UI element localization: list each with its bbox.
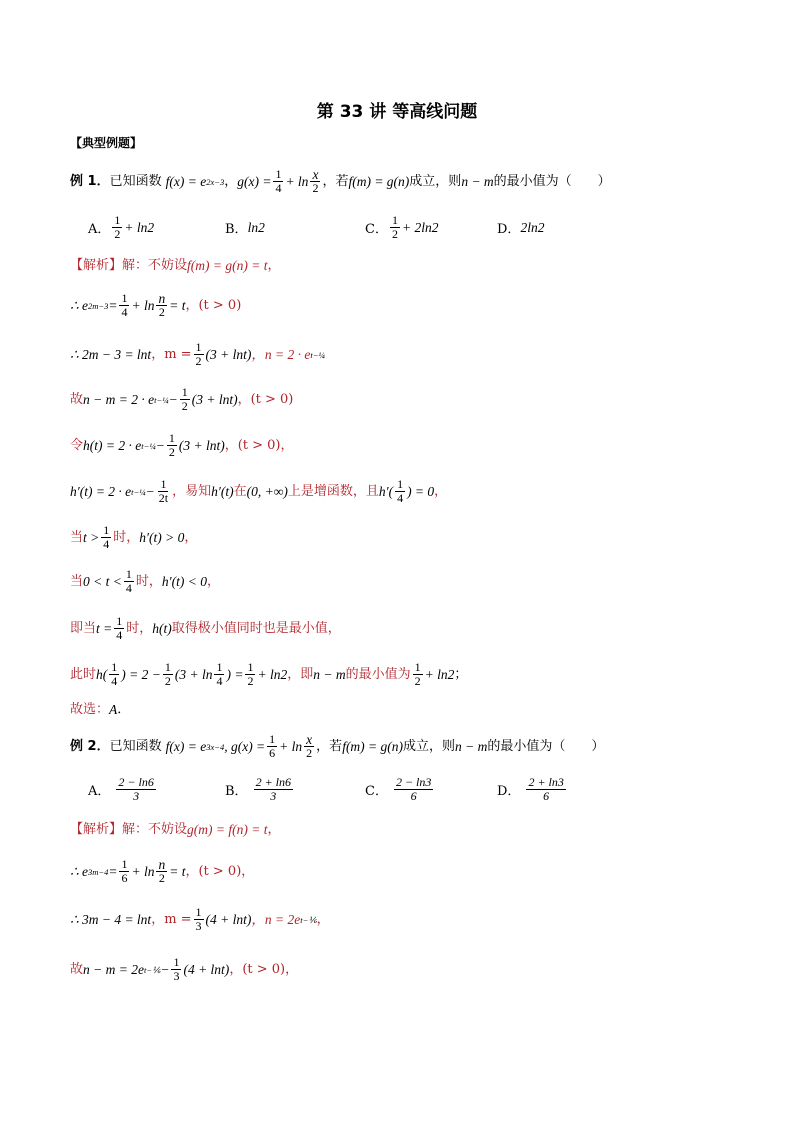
solution-tag: 【解析】 bbox=[70, 258, 123, 273]
ex1-g: g(x) = bbox=[237, 173, 272, 189]
ex2-text2: ，若 bbox=[316, 738, 343, 754]
exponent: t−¼ bbox=[310, 349, 325, 360]
exponent: t−¼ bbox=[141, 440, 156, 451]
ex1-sol-line9 bbox=[70, 615, 734, 642]
math: + ln2 bbox=[424, 666, 455, 682]
text: 解：不妨设 bbox=[122, 258, 188, 273]
frac: $\frac{1}{4}$ bbox=[103, 523, 110, 551]
ex2-choice-d[interactable] bbox=[497, 776, 568, 803]
math: (3 + lnt) bbox=[191, 391, 238, 407]
text: 取得极小值同时也是最小值， bbox=[171, 620, 341, 636]
ex1-sol-line11 bbox=[70, 700, 734, 720]
math: ∴ e bbox=[70, 863, 88, 879]
frac: $\frac{1}{6}$ bbox=[121, 857, 128, 885]
exponent: 2m−3 bbox=[87, 300, 109, 311]
math: ∴ 2m − 3 = lnt bbox=[70, 346, 152, 362]
text: ，m = bbox=[151, 346, 192, 362]
math: h′( bbox=[378, 483, 394, 499]
math: = t bbox=[169, 863, 186, 879]
math: ，n = 2 · e bbox=[251, 346, 311, 362]
text: ，易知 bbox=[172, 483, 212, 499]
ex1-choice-d[interactable] bbox=[497, 218, 544, 237]
math: ) = bbox=[226, 666, 244, 682]
ex1-sol-line2 bbox=[70, 292, 734, 319]
choice-rest: + ln2 bbox=[124, 219, 155, 235]
exponent: t−¼ bbox=[154, 394, 169, 405]
ex1-choice-a[interactable] bbox=[88, 214, 154, 241]
frac: $\frac{1}{2t}$ bbox=[158, 477, 169, 505]
math: = bbox=[108, 297, 118, 313]
ex2-choice-a[interactable] bbox=[88, 776, 158, 803]
text: 此时 bbox=[70, 666, 97, 682]
ex2-f: f(x) = e bbox=[165, 738, 207, 754]
math: (4 + lnt) bbox=[183, 961, 230, 977]
text: 令 bbox=[70, 437, 84, 453]
text: 解：不妨设 bbox=[122, 822, 188, 837]
ex1-choice-c[interactable] bbox=[365, 214, 438, 241]
math: (3 + ln bbox=[174, 666, 213, 682]
exponent: 3m−4 bbox=[87, 866, 109, 877]
ex1-sol-line10 bbox=[70, 661, 734, 688]
exponent: t−⅙ bbox=[300, 914, 317, 925]
math: f(m) = g(n) = t bbox=[187, 258, 268, 273]
ex2-nm: n − m bbox=[455, 738, 488, 754]
choice-frac: $\frac{1}{2}$ bbox=[391, 213, 398, 241]
frac: $\frac{1}{2}$ bbox=[414, 660, 421, 688]
math: ，n = 2e bbox=[251, 911, 301, 927]
text: ， bbox=[267, 822, 281, 837]
text: 即当 bbox=[70, 620, 97, 636]
math: h( bbox=[96, 666, 108, 682]
ex1-text4: 的最小值为（ ） bbox=[493, 173, 611, 189]
frac: $\frac{1}{2}$ bbox=[181, 385, 188, 413]
solution-tag: 【解析】 bbox=[70, 822, 123, 837]
frac: $\frac{1}{4}$ bbox=[216, 660, 223, 688]
math: + ln bbox=[131, 863, 155, 879]
ex1-nm: n − m bbox=[461, 173, 494, 189]
ex1-g-frac2: $\frac{x}{2}$ bbox=[312, 167, 319, 195]
ex1-sol-line5 bbox=[70, 432, 734, 459]
frac: $\frac{1}{4}$ bbox=[125, 567, 132, 595]
ex2-text4: 的最小值为（ ） bbox=[487, 738, 605, 754]
math: = t bbox=[169, 297, 186, 313]
math: (0, +∞) bbox=[246, 483, 288, 499]
math: h′(t) > 0 bbox=[139, 529, 185, 545]
ex1-sol-line3 bbox=[70, 341, 734, 368]
ex1-choice-b[interactable] bbox=[225, 218, 265, 237]
text: 当 bbox=[70, 573, 84, 589]
ex2-cond: f(m) = g(n) bbox=[342, 738, 404, 754]
text: 当 bbox=[70, 529, 84, 545]
ex2-f-sep: , g(x) = bbox=[224, 738, 266, 754]
text: 在 bbox=[233, 483, 247, 499]
choice-frac: $\frac{1}{2}$ bbox=[114, 213, 121, 241]
choice-frac: $\frac{2 - \ln 6}{3}$ bbox=[118, 775, 154, 803]
ex2-choice-c[interactable] bbox=[365, 776, 435, 803]
frac: $\frac{1}{4}$ bbox=[121, 291, 128, 319]
ex2-choice-b[interactable] bbox=[225, 776, 295, 803]
math: n − m = 2 · e bbox=[83, 391, 155, 407]
text: 时， bbox=[135, 573, 162, 589]
text: 的最小值为 bbox=[345, 666, 411, 682]
ex2-question bbox=[70, 733, 734, 760]
ex2-g-frac1: $\frac{1}{6}$ bbox=[269, 732, 276, 760]
frac: $\frac{1}{4}$ bbox=[111, 660, 118, 688]
text: ， bbox=[206, 573, 220, 589]
exponent: t−¼ bbox=[131, 486, 146, 497]
ex1-sol-line8 bbox=[70, 568, 734, 595]
math: − bbox=[155, 437, 165, 453]
frac: $\frac{1}{4}$ bbox=[116, 614, 123, 642]
ex2-label: 例 2． bbox=[70, 738, 110, 754]
math: h′(t) bbox=[211, 483, 234, 499]
math: + ln2 bbox=[257, 666, 288, 682]
text: ，(t > 0)， bbox=[185, 863, 255, 879]
math: h(t) bbox=[152, 620, 172, 636]
math: t = bbox=[96, 620, 113, 636]
math: ∴ e bbox=[70, 297, 88, 313]
math: − bbox=[160, 961, 170, 977]
math: (3 + lnt) bbox=[205, 346, 252, 362]
section-label: 【典型例题】 bbox=[70, 136, 143, 150]
answer: A bbox=[109, 702, 118, 717]
frac: $\frac{1}{2}$ bbox=[168, 431, 175, 459]
text: 故 bbox=[70, 391, 84, 407]
text: ，(t > 0)， bbox=[224, 437, 294, 453]
choice-label: B． bbox=[225, 784, 248, 799]
text: ， bbox=[316, 911, 330, 927]
ex1-cond: f(m) = g(n) bbox=[348, 173, 410, 189]
ex1-sep1: ， bbox=[224, 173, 238, 189]
ex2-f-exp: 3x−4 bbox=[206, 741, 225, 752]
math: + ln bbox=[131, 297, 155, 313]
math: h(t) = 2 · e bbox=[83, 437, 142, 453]
text: ， bbox=[184, 529, 198, 545]
ex1-plus-ln: + ln bbox=[285, 173, 309, 189]
choice-frac: $\frac{2 - \ln 3}{6}$ bbox=[395, 775, 432, 803]
section-heading bbox=[70, 133, 734, 153]
text: ，m = bbox=[151, 911, 192, 927]
text: ，即 bbox=[287, 666, 314, 682]
choice-label: A． bbox=[88, 784, 111, 799]
text: ， bbox=[434, 483, 448, 499]
frac: $\frac{1}{4}$ bbox=[397, 477, 404, 505]
math: = bbox=[108, 863, 118, 879]
math: h′(t) = 2 · e bbox=[70, 483, 132, 499]
frac: $\frac{1}{3}$ bbox=[173, 955, 180, 983]
ex1-sol-line1 bbox=[70, 256, 734, 276]
choice-label: C． bbox=[365, 222, 388, 237]
choice-rest: 2ln2 bbox=[520, 219, 545, 235]
text: 时， bbox=[126, 620, 153, 636]
ex1-text1: 已知函数 bbox=[109, 173, 162, 189]
ex1-sol-line4 bbox=[70, 386, 734, 413]
ex1-text3: 成立，则 bbox=[409, 173, 462, 189]
choice-rest: + 2ln2 bbox=[401, 219, 439, 235]
text: ； bbox=[454, 666, 468, 682]
ex2-sol-line3 bbox=[70, 906, 734, 933]
ex1-f-exp: 2x−3 bbox=[206, 176, 225, 187]
ex1-label: 例 1． bbox=[70, 173, 110, 189]
math: (3 + lnt) bbox=[178, 437, 225, 453]
choice-label: B． bbox=[225, 222, 248, 237]
ex1-g-frac1: $\frac{1}{4}$ bbox=[275, 167, 282, 195]
frac: $\frac{1}{2}$ bbox=[164, 660, 171, 688]
ex2-sol-line2 bbox=[70, 858, 734, 885]
exponent: t−⅙ bbox=[143, 964, 161, 975]
math: 0 < t < bbox=[83, 573, 122, 589]
text: 时， bbox=[113, 529, 140, 545]
math: − bbox=[145, 483, 155, 499]
math: − bbox=[168, 391, 178, 407]
choice-label: C． bbox=[365, 784, 388, 799]
ex1-f: f(x) = e bbox=[165, 173, 207, 189]
ex2-sol-line4 bbox=[70, 956, 734, 983]
ex2-plus-ln: + ln bbox=[279, 738, 303, 754]
math: ) = 0 bbox=[407, 483, 435, 499]
frac: $\frac{1}{2}$ bbox=[195, 340, 202, 368]
math: h′(t) < 0 bbox=[161, 573, 207, 589]
frac: $\frac{n}{2}$ bbox=[158, 291, 166, 319]
choice-label: D． bbox=[497, 784, 521, 799]
math: t > bbox=[83, 529, 100, 545]
text: 故选： bbox=[70, 702, 110, 717]
ex2-sol-line1 bbox=[70, 820, 734, 840]
text: ，(t > 0) bbox=[185, 297, 242, 313]
ex1-text2: ，若 bbox=[322, 173, 349, 189]
choice-rest: ln2 bbox=[247, 219, 265, 235]
page-title: 第 33 讲 等高线问题 bbox=[316, 102, 478, 122]
math: g(m) = f(n) = t bbox=[187, 822, 268, 837]
choice-label: A． bbox=[88, 222, 111, 237]
frac: $\frac{1}{2}$ bbox=[247, 660, 254, 688]
text: 故 bbox=[70, 961, 84, 977]
ex1-sol-line7 bbox=[70, 524, 734, 551]
choice-frac: $\frac{2 + \ln 6}{3}$ bbox=[255, 775, 291, 803]
math: n − m = 2e bbox=[83, 961, 144, 977]
text: ，(t > 0)， bbox=[229, 961, 299, 977]
ex2-g-frac2: $\frac{x}{2}$ bbox=[306, 732, 313, 760]
ex2-text3: 成立，则 bbox=[403, 738, 456, 754]
frac: $\frac{n}{2}$ bbox=[158, 857, 166, 885]
ex1-question bbox=[70, 168, 734, 195]
math: ∴ 3m − 4 = lnt bbox=[70, 911, 152, 927]
text: 上是增函数，且 bbox=[287, 483, 379, 499]
frac: $\frac{1}{3}$ bbox=[195, 905, 202, 933]
math: (4 + lnt) bbox=[205, 911, 252, 927]
choice-label: D． bbox=[497, 222, 521, 237]
choice-frac: $\frac{2 + \ln 3}{6}$ bbox=[528, 775, 564, 803]
text: ， bbox=[267, 258, 281, 273]
ex1-sol-line6 bbox=[70, 478, 734, 505]
text: ． bbox=[117, 702, 131, 717]
ex2-text1: 已知函数 bbox=[109, 738, 162, 754]
math: ) = 2 − bbox=[121, 666, 161, 682]
text: ，(t > 0) bbox=[237, 391, 294, 407]
math: n − m bbox=[313, 666, 346, 682]
